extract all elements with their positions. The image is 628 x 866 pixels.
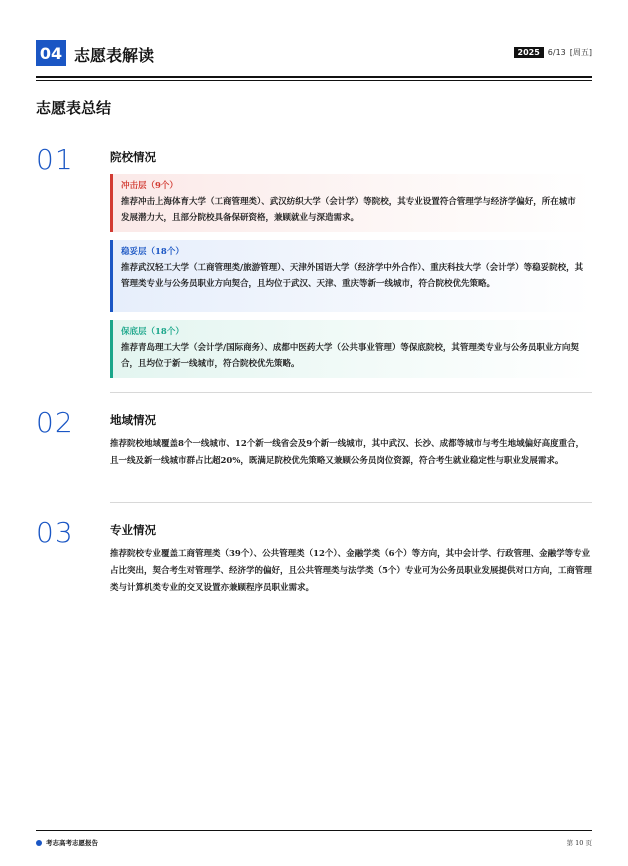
region-paragraph: 推荐院校地域覆盖8个一线城市、12个新一线省会及9个新一线城市，其中武汉、长沙、成都等城市与考生地域偏好高度重合，且一线及新一线城市群占比超20%，既满足院校优先策略又兼顾公务员岗位资源，符合考生就业稳定性与职业发展需求。	[110, 439, 585, 466]
block-number-02: 02	[36, 406, 74, 439]
date-stamp	[514, 47, 592, 58]
card-text: 推荐冲击上海体育大学（工商管理类）、武汉纺织大学（会计学）等院校，其专业设置符合管理学与经济学偏好，所在城市发展潜力大，且部分院校具备保研资格，兼顾就业与深造需求。	[121, 197, 576, 223]
page-number: 第 10 页	[566, 839, 592, 847]
header-rule-thick	[36, 76, 592, 78]
brand-name: 考志高考志愿报告	[46, 839, 98, 847]
page-header	[36, 38, 592, 70]
card-safe-tier	[110, 240, 592, 312]
year-badge: 2025	[514, 47, 544, 58]
block-title-schools: 院校情况	[110, 150, 156, 164]
block-title-region: 地域情况	[110, 413, 156, 427]
chapter-number: 04	[36, 40, 66, 66]
card-reach-tier	[110, 174, 592, 232]
header-rule-thin	[36, 80, 592, 81]
card-label: 冲击层（9个）	[121, 181, 178, 191]
block-title-majors: 专业情况	[110, 523, 156, 537]
footer-rule	[36, 830, 592, 831]
section-title: 志愿表总结	[36, 99, 112, 117]
weekday-text: [周五]	[569, 48, 592, 57]
block-number-01: 01	[36, 143, 74, 176]
brand-logo-icon	[36, 840, 42, 846]
card-label: 稳妥层（18个）	[121, 247, 184, 257]
footer-brand	[36, 838, 98, 847]
chapter-title: 志愿表解读	[74, 46, 155, 65]
card-label: 保底层（18个）	[121, 327, 184, 337]
block-number-03: 03	[36, 516, 74, 549]
date-text: 6/13	[547, 48, 566, 57]
card-text: 推荐武汉轻工大学（工商管理类/旅游管理）、天津外国语大学（经济学中外合作）、重庆科技大学（会计学）等稳妥院校，其管理类专业与公务员职业方向契合，且均位于武汉、天津、重庆等新一线城市，符合院校优先策略。	[121, 263, 584, 289]
card-floor-tier	[110, 320, 592, 378]
divider	[110, 392, 592, 393]
card-text: 推荐青岛理工大学（会计学/国际商务）、成都中医药大学（公共事业管理）等保底院校，其管理类专业与公务员职业方向契合，且均位于新一线城市，符合院校优先策略。	[121, 343, 579, 369]
majors-paragraph: 推荐院校专业覆盖工商管理类（39个）、公共管理类（12个）、金融学类（6个）等方向，其中会计学、行政管理、金融学等专业占比突出，契合考生对管理学、经济学的偏好，且公共管理类与法学类（5个）专业可为公务员职业发展提供对口方向，工商管理类与计算机类专业的交叉设置亦兼顾程序员职业需求。	[110, 549, 592, 593]
divider	[110, 502, 592, 503]
